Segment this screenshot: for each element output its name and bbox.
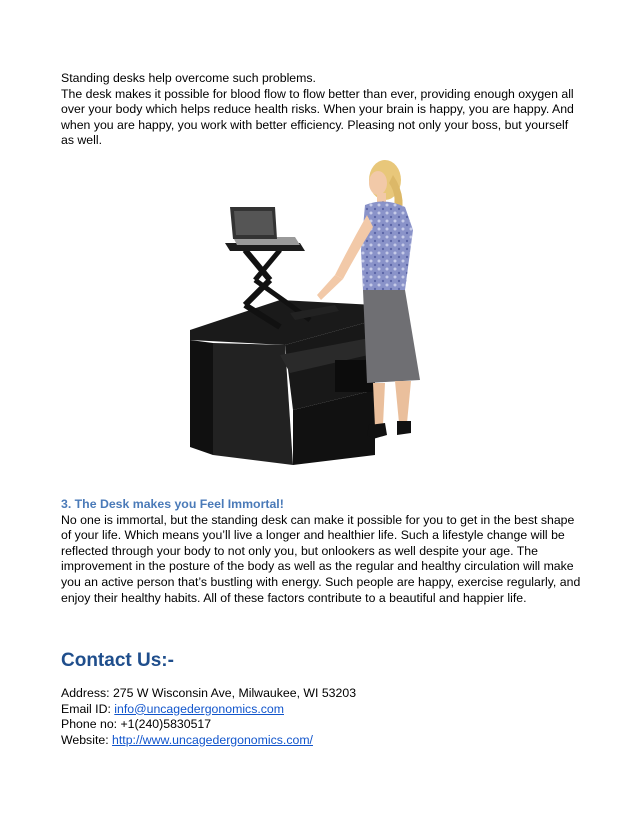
contact-phone bbox=[61, 717, 581, 733]
standing-desk-photo bbox=[185, 155, 453, 475]
desk-illustration bbox=[190, 300, 390, 465]
section-desk-immortal bbox=[61, 497, 581, 606]
section-body: No one is immortal, but the standing desk can make it possible for you to get in the best shape of your life. Which means you’ll live a longer and healthier life. Such a lifestyle change will be reflected through your body to not only you, but onlookers as well despite your age. The improvement in the posture of the body as well as the regular and healthy circulation will make you an active person that’s bustling with energy. Such people are happy, exercise regularly, and enjoy their healthy habits. All of these factors contribute to a beautiful and happier life. bbox=[61, 512, 581, 605]
contact-heading: Contact Us:- bbox=[61, 650, 174, 671]
address-value: 275 W Wisconsin Ave, Milwaukee, WI 53203 bbox=[112, 686, 357, 700]
contact-email bbox=[61, 702, 581, 718]
email-label: Email ID: bbox=[61, 701, 115, 716]
intro-paragraph: The desk makes it possible for blood flow to flow better than ever, providing enough oxygen all over your body which helps reduce health risks. When your brain is happy, you are happy. And when you are happy, you work with better efficiency. Pleasing not only your boss, but yourself as well. bbox=[61, 86, 574, 148]
phone-label: Phone no: bbox=[61, 717, 121, 732]
intro-line: Standing desks help overcome such problems. bbox=[61, 71, 316, 85]
website-label: Website: bbox=[61, 732, 113, 747]
contact-block bbox=[61, 650, 581, 748]
email-link[interactable]: info@uncagedergonomics.com bbox=[114, 701, 284, 716]
intro-text bbox=[61, 71, 581, 149]
contact-website bbox=[61, 733, 581, 749]
contact-address bbox=[61, 686, 581, 702]
website-link[interactable]: http://www.uncagedergonomics.com/ bbox=[112, 732, 313, 747]
address-label: Address: bbox=[61, 686, 113, 700]
section-heading: 3. The Desk makes you Feel Immortal! bbox=[61, 497, 284, 511]
phone-value: +1(240)5830517 bbox=[120, 717, 212, 732]
